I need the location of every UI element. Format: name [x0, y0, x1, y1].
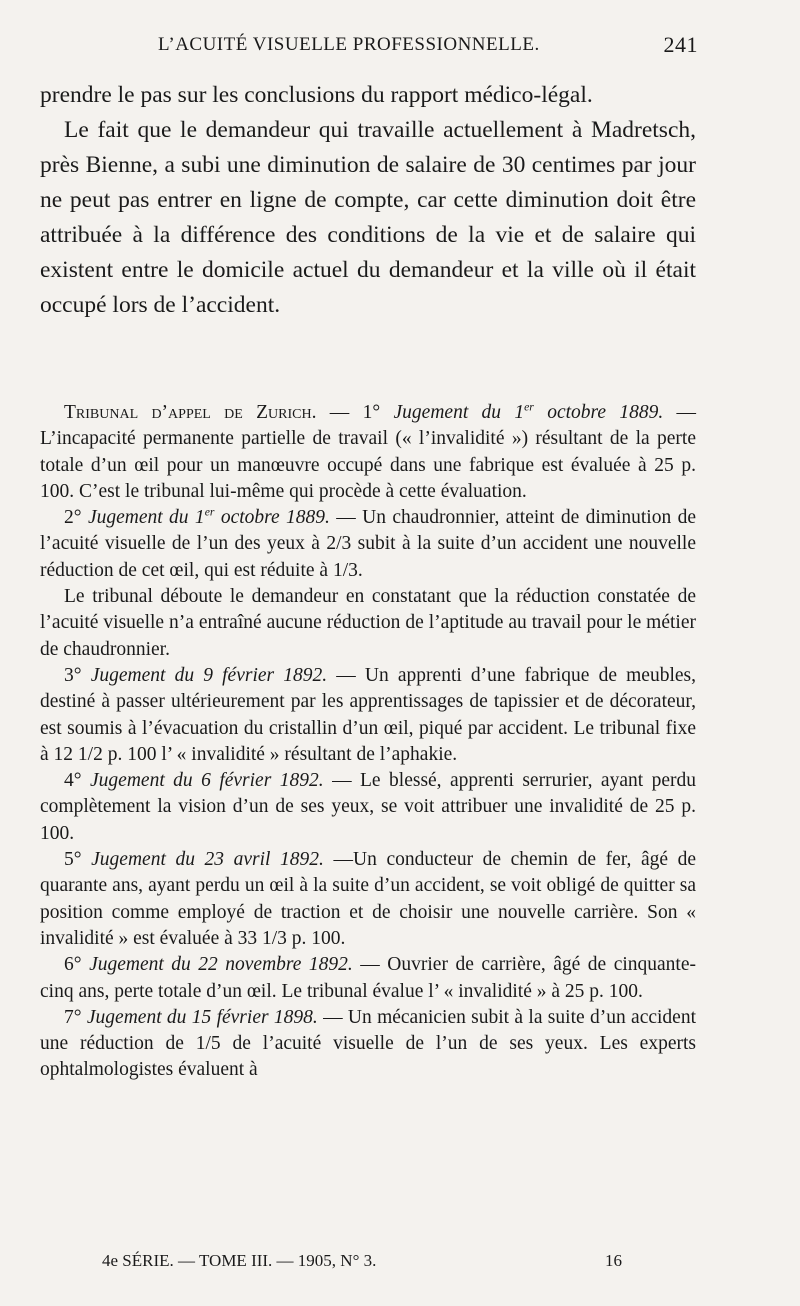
judgment-2-date: Jugement du 1er octobre 1889. [87, 505, 330, 529]
footer [102, 1251, 622, 1275]
judgment-6-text: — Ouvrier de carrière, âgé de cinquante-cinq ans, perte totale d’un œil. Le tribunal évalue l’ « invalidité » à 25 p. 100. [40, 954, 696, 1002]
judgment-4-date: Jugement du 6 février 1892. [90, 770, 324, 792]
judgment-1-num: 1° [362, 402, 381, 423]
judgment-1: Tribunal d’appel de Zurich. — 1° Jugement du 1er octobre 1889. — L’incapacité permanente partielle de travail (« l’invalidité ») résultant de la perte totale d’un œil pour un manœuvre occupé dans une fabrique est évaluée à 25 p. 100. C’est le tribunal lui-même qui procède à cette évaluation. [40, 400, 697, 502]
judgment-3-text: — Un apprenti d’une fabrique de meubles, destiné à passer ultérieurement par les apprentissages de tapissier et de décorateur, est soumis à l’évacuation du cristallin d’un œil, piqué par accident. Le tribunal fixe à 12 1/2 p. 100 l’ « invalidité » résultant de l’aphakie. [40, 664, 696, 765]
judgment-5-text: —Un conducteur de chemin de fer, âgé de quarante ans, ayant perdu un œil à la suite d’un accident, se voit obligé de quitter sa position comme employé de traction et de choisir une nouvelle carrière. Son « invalidité » est évaluée à 33 1/3 p. 100. [40, 849, 697, 949]
page-number: 241 [663, 32, 698, 57]
judgment-2: 2° Jugement du 1er octobre 1889. — Un chaudronnier, atteint de diminution de l’acuité visuelle de l’un des yeux à 2/3 subit à la suite d’un accident une nouvelle réduction de cet œil, qui est réduite à 1/3. [40, 505, 697, 581]
judgment-7-text: — Un mécanicien subit à la suite d’un accident une réduction de 1/5 de l’acuité visuelle de l’un de ses yeux. Les experts ophtalmologistes évaluent à [40, 1006, 696, 1081]
judgment-6-date: Jugement du 22 novembre 1892. [89, 954, 353, 976]
paragraph-continued: prendre le pas sur les conclusions du rapport médico-légal. [40, 82, 593, 108]
judgment-7-date: Jugement du 15 février 1898. [86, 1006, 318, 1028]
running-head [40, 34, 698, 62]
judgment-5: 5° Jugement du 23 avril 1892. —Un conducteur de chemin de fer, âgé de quarante ans, ayant perdu un œil à la suite d’un accident, se voit obligé de quitter sa position comme employé de traction et de choisir une nouvelle carrière. Son « invalidité » est évaluée à 33 1/3 p. 100. [40, 849, 697, 949]
judgment-4-text: — Le blessé, apprenti serrurier, ayant perdu complètement la vision d’un de ses yeux, se voit attribuer une invalidité de 25 p. 100. [40, 770, 696, 844]
judgment-2-text: — Un chaudronnier, atteint de diminution de l’acuité visuelle de l’un des yeux à 2/3 subit à la suite d’un accident une nouvelle réduction de cet œil, qui est réduite à 1/3. [40, 507, 697, 581]
judgment-3: 3° Jugement du 9 février 1892. — Un apprenti d’une fabrique de meubles, destiné à passer ultérieurement par les apprentissages de tapissier et de décorateur, est soumis à l’évacuation du cristallin d’un œil, piqué par accident. Le tribunal fixe à 12 1/2 p. 100 l’ « invalidité » résultant de l’aphakie. [40, 664, 696, 765]
signature-line: 4e SÉRIE. — TOME III. — 1905, N° 3. [102, 1251, 377, 1270]
court-name: Tribunal d’appel de Zurich. [64, 402, 317, 423]
main-text [40, 78, 696, 323]
judgment-3-date: Jugement du 9 février 1892. [90, 664, 328, 686]
judgment-1-date: Jugement du 1er octobre 1889. [393, 400, 664, 423]
judgment-7: 7° Jugement du 15 février 1898. — Un mécanicien subit à la suite d’un accident une réduction de 1/5 de l’acuité visuelle de l’un de ses yeux. Les experts ophtalmologistes évaluent à [40, 1006, 696, 1081]
running-head-title: L’ACUITÉ VISUELLE PROFESSIONNELLE. [158, 34, 540, 55]
tribunal-section [40, 400, 696, 1084]
judgment-4: 4° Jugement du 6 février 1892. — Le blessé, apprenti serrurier, ayant perdu complètement la vision d’un de ses yeux, se voit attribuer une invalidité de 25 p. 100. [40, 770, 696, 844]
paragraph-salary: Le fait que le demandeur qui travaille actuellement à Madretsch, près Bienne, a subi une diminution de salaire de 30 centimes par jour ne peut pas entrer en ligne de compte, car cette diminution doit être attribuée à la différence des conditions de la vie et de salaire qui existent entre le domicile actuel du demandeur et la ville où il était occupé lors de l’accident. [40, 117, 696, 318]
judgment-2-ruling: Le tribunal déboute le demandeur en constatant que la réduction constatée de l’acuité visuelle n’a entraîné aucune réduction de l’aptitude au travail pour le métier de chaudronnier. [40, 586, 696, 660]
judgment-6: 6° Jugement du 22 novembre 1892. — Ouvrier de carrière, âgé de cinquante-cinq ans, perte totale d’un œil. Le tribunal évalue l’ « invalidité » à 25 p. 100. [40, 954, 696, 1002]
judgment-1-text: — L’incapacité permanente partielle de travail (« l’invalidité ») résultant de la perte totale d’un œil pour un manœuvre occupé dans une fabrique est évaluée à 25 p. 100. C’est le tribunal lui-même qui procède à cette évaluation. [40, 402, 697, 502]
sheet-number: 16 [605, 1251, 622, 1270]
judgment-5-date: Jugement du 23 avril 1892. [91, 849, 324, 871]
